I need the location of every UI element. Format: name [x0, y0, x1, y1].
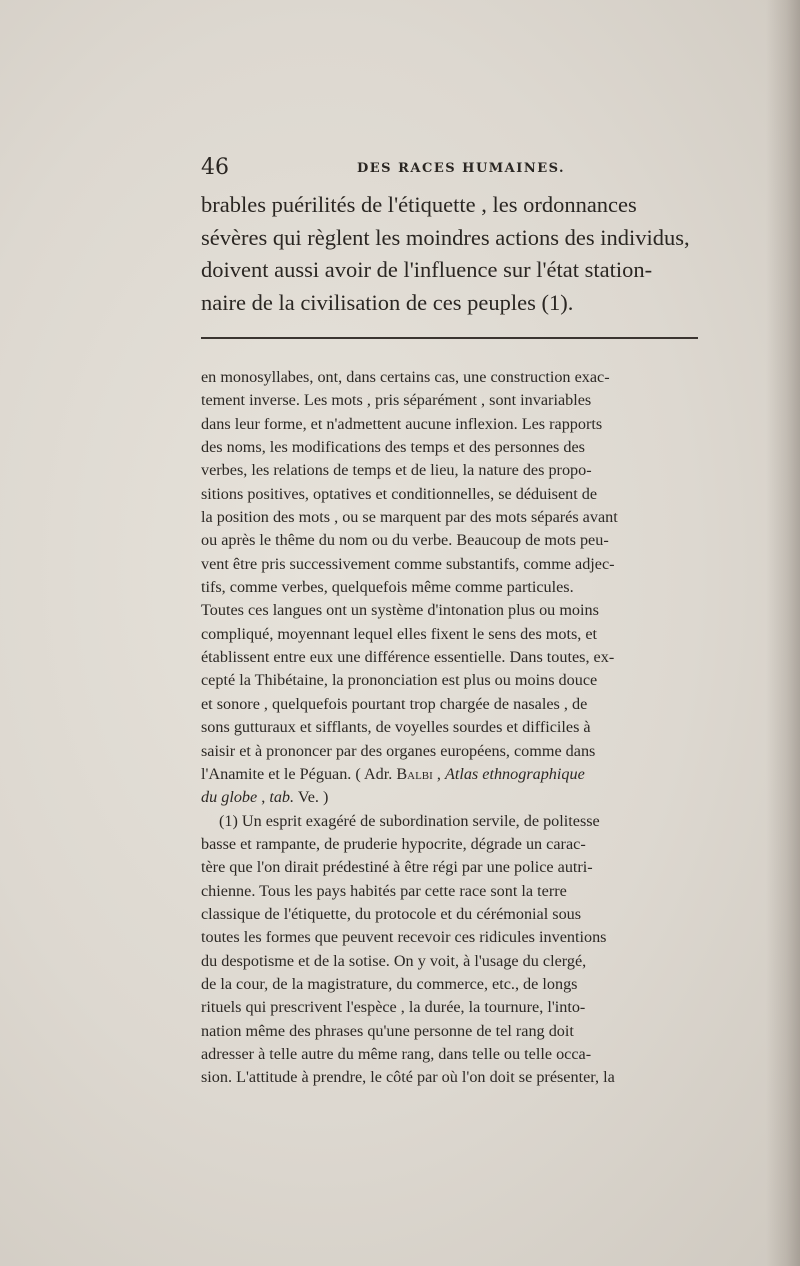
note-line: ou après le thême du nom ou du verbe. Beaucoup de mots peu-: [201, 531, 609, 550]
note-line: tère que l'on dirait prédestiné à être régi par une police autri-: [201, 858, 593, 877]
note-line: vent être pris successivement comme substantifs, comme adjec-: [201, 554, 615, 573]
running-head: DES RACES HUMAINES.: [357, 161, 566, 176]
note-line: du despotisme et de la sotise. On y voit, à l'usage du clergé,: [201, 951, 587, 970]
main-text-line: naire de la civilisation de ces peuples (1).: [201, 289, 574, 315]
citation-tab: tab.: [269, 788, 295, 807]
note-line: sitions positives, optatives et conditionnelles, se déduisent de: [201, 484, 598, 503]
note-line: et sonore , quelquefois pourtant trop chargée de nasales , de: [201, 694, 588, 713]
note-line: la position des mots , ou se marquent par des mots séparés avant: [201, 508, 618, 527]
note-line: établissent entre eux une différence essentielle. Dans toutes, ex-: [201, 648, 615, 667]
citation-mid: ,: [257, 788, 270, 807]
citation-comma: ,: [432, 764, 445, 783]
citation-prefix: l'Anamite et le Péguan. ( Adr.: [201, 764, 397, 783]
note-line: tifs, comme verbes, quelquefois même comme particules.: [201, 578, 574, 597]
note-line: nation même des phrases qu'une personne de tel rang doit: [201, 1021, 574, 1040]
note-line: dans leur forme, et n'admettent aucune inflexion. Les rapports: [201, 414, 603, 433]
note-line: adresser à telle autre du même rang, dans telle ou telle occa-: [201, 1044, 592, 1063]
note-line: sons gutturaux et sifflants, de voyelles sourdes et difficiles à: [201, 718, 591, 737]
citation-author: Balbi: [396, 764, 433, 783]
citation-tail: Ve. ): [294, 788, 329, 807]
note-line: tement inverse. Les mots , pris séparément , sont invariables: [201, 391, 592, 410]
page-header: [201, 154, 701, 184]
footnotes-block: [201, 366, 711, 1090]
note-line: basse et rampante, de pruderie hypocrite, dégrade un carac-: [201, 834, 586, 853]
note-line: saisir et à prononcer par des organes européens, comme dans: [201, 741, 596, 760]
page-edge-shadow: [766, 0, 800, 1266]
note-line: classique de l'étiquette, du protocole et du cérémonial sous: [201, 904, 582, 923]
citation-title-cont: du globe: [201, 788, 258, 807]
note-line: toutes les formes que peuvent recevoir ces ridicules inventions: [201, 928, 607, 947]
note-line: des noms, les modifications des temps et des personnes des: [201, 438, 585, 457]
citation-line: [201, 763, 711, 786]
citation-line-2: [201, 786, 711, 809]
note-line: compliqué, moyennant lequel elles fixent le sens des mots, et: [201, 624, 598, 643]
note-line: rituels qui prescrivent l'espèce , la durée, la tournure, l'into-: [201, 998, 586, 1017]
note-line: sion. L'attitude à prendre, le côté par où l'on doit se présenter, la: [201, 1068, 615, 1087]
note-1-first-line: (1) Un esprit exagéré de subordination servile, de politesse: [219, 811, 600, 830]
note-line: verbes, les relations de temps et de lieu, la nature des propo-: [201, 461, 592, 480]
note-line: Toutes ces langues ont un système d'intonation plus ou moins: [201, 601, 599, 620]
main-text-block: [201, 189, 711, 319]
note-line: cepté la Thibétaine, la prononciation est plus ou moins douce: [201, 671, 598, 690]
page-number: 46: [201, 155, 229, 180]
note-line: chienne. Tous les pays habités par cette race sont la terre: [201, 881, 567, 900]
main-text-line: doivent aussi avoir de l'influence sur l'état station-: [201, 257, 653, 282]
note-line: en monosyllabes, ont, dans certains cas, une construction exac-: [201, 368, 610, 386]
main-text-line: brables puérilités de l'étiquette , les ordonnances: [201, 192, 637, 217]
note-line: de la cour, de la magistrature, du commerce, etc., de longs: [201, 974, 578, 993]
footnote-rule: [201, 337, 698, 339]
main-text-line: sévères qui règlent les moindres actions des individus,: [201, 224, 690, 250]
citation-title: Atlas ethnographique: [444, 764, 585, 783]
